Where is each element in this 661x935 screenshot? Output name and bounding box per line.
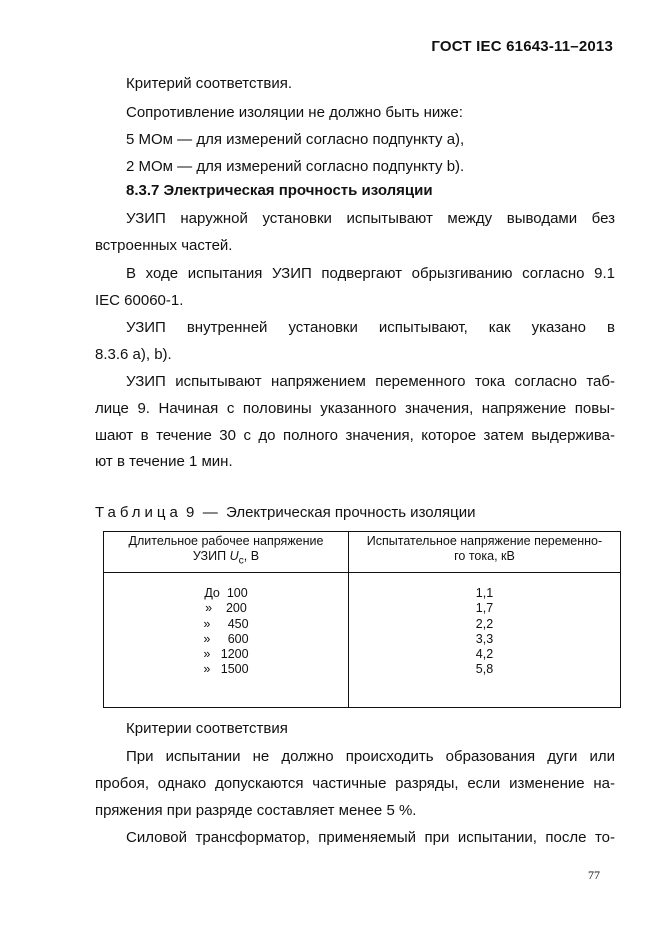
voltage-symbol: U bbox=[229, 549, 239, 563]
test-voltage-value: 1,7 bbox=[475, 601, 494, 616]
document-code-header: ГОСТ IEC 61643-11–2013 bbox=[431, 38, 613, 55]
list-item-5-mohm: 5 МОм — для измерений согласно подпункту а), bbox=[126, 131, 465, 148]
test-voltage-value: 3,3 bbox=[475, 631, 494, 646]
test-voltage-value: 4,2 bbox=[475, 647, 494, 662]
test-voltage-value: 2,2 bbox=[475, 616, 494, 631]
table-caption-prefix: Таблица bbox=[95, 504, 182, 521]
paragraph-ac-test-line-4: ют в течение 1 мин. bbox=[95, 453, 233, 470]
paragraph-ac-test-line-2: лице 9. Начиная с половины указанного значения, напряжение повы- bbox=[95, 400, 615, 417]
table-caption-number: 9 bbox=[186, 504, 195, 521]
column-header-operating-voltage bbox=[104, 532, 349, 573]
voltage-subscript: c bbox=[238, 555, 244, 567]
paragraph-spray-line-2: IEC 60060-1. bbox=[95, 292, 184, 309]
paragraph-ac-test-line-3: шают в течение 30 с до полного значения, которое затем выдержива- bbox=[95, 427, 615, 444]
list-item-2-mohm: 2 МОм — для измерений согласно подпункту b). bbox=[126, 158, 465, 175]
page-number: 77 bbox=[588, 868, 600, 882]
test-voltage-cell bbox=[349, 573, 621, 708]
column-header-operating-voltage-unit: , В bbox=[243, 549, 260, 563]
paragraph-ac-test-line-1: УЗИП испытывают напряжением переменного тока согласно таб- bbox=[126, 373, 615, 390]
paragraph-arc-line-1: При испытании не должно происходить образования дуги или bbox=[126, 748, 615, 765]
operating-voltage-value: » 450 bbox=[203, 616, 249, 631]
table-caption bbox=[95, 504, 476, 521]
paragraph-transformer-line-1: Силовой трансформатор, применяемый при испытании, после то- bbox=[126, 829, 615, 846]
operating-voltage-value: » 1500 bbox=[203, 662, 249, 677]
test-voltage-value: 1,1 bbox=[475, 586, 494, 600]
operating-voltage-cell bbox=[104, 573, 349, 708]
insulation-strength-table bbox=[103, 531, 621, 708]
paragraph-arc-line-2: пробоя, однако допускаются частичные разряды, если изменение на- bbox=[95, 775, 615, 792]
paragraph-outdoor-line-1: УЗИП наружной установки испытывают между выводами без bbox=[126, 210, 615, 227]
test-voltage-value: 5,8 bbox=[475, 662, 494, 677]
criteria-heading: Критерии соответствия bbox=[126, 720, 288, 737]
operating-voltage-value: До 100 bbox=[204, 586, 248, 600]
paragraph-outdoor-line-2: встроенных частей. bbox=[95, 237, 233, 254]
criteria-label: Критерий соответствия. bbox=[126, 75, 293, 92]
column-header-test-voltage bbox=[349, 532, 621, 573]
table-caption-dash: — bbox=[202, 504, 218, 521]
column-header-operating-voltage-line-1: Длительное рабочее напряжение bbox=[128, 534, 324, 548]
operating-voltage-value: » 200 bbox=[205, 601, 247, 616]
paragraph-spray-line-1: В ходе испытания УЗИП подвергают обрызгиванию согласно 9.1 bbox=[126, 265, 615, 282]
column-header-test-voltage-line-1: Испытательное напряжение переменно- bbox=[366, 534, 603, 548]
paragraph-indoor-line-2: 8.3.6 а), b). bbox=[95, 346, 172, 363]
column-header-operating-voltage-prefix: УЗИП bbox=[192, 549, 230, 563]
table-caption-title: Электрическая прочность изоляции bbox=[226, 504, 476, 521]
operating-voltage-value: » 1200 bbox=[203, 647, 249, 662]
column-header-test-voltage-line-2: го тока, кВ bbox=[454, 549, 515, 563]
paragraph-arc-line-3: пряжения при разряде составляет менее 5 %. bbox=[95, 802, 417, 819]
paragraph-indoor-line-1: УЗИП внутренней установки испытывают, как указано в bbox=[126, 319, 615, 336]
paragraph-insulation-resistance: Сопротивление изоляции не должно быть ниже: bbox=[126, 104, 463, 121]
operating-voltage-value: » 600 bbox=[203, 631, 249, 646]
table-header-row bbox=[104, 532, 621, 573]
table-row bbox=[104, 573, 621, 708]
section-heading-8-3-7: 8.3.7 Электрическая прочность изоляции bbox=[126, 182, 433, 199]
